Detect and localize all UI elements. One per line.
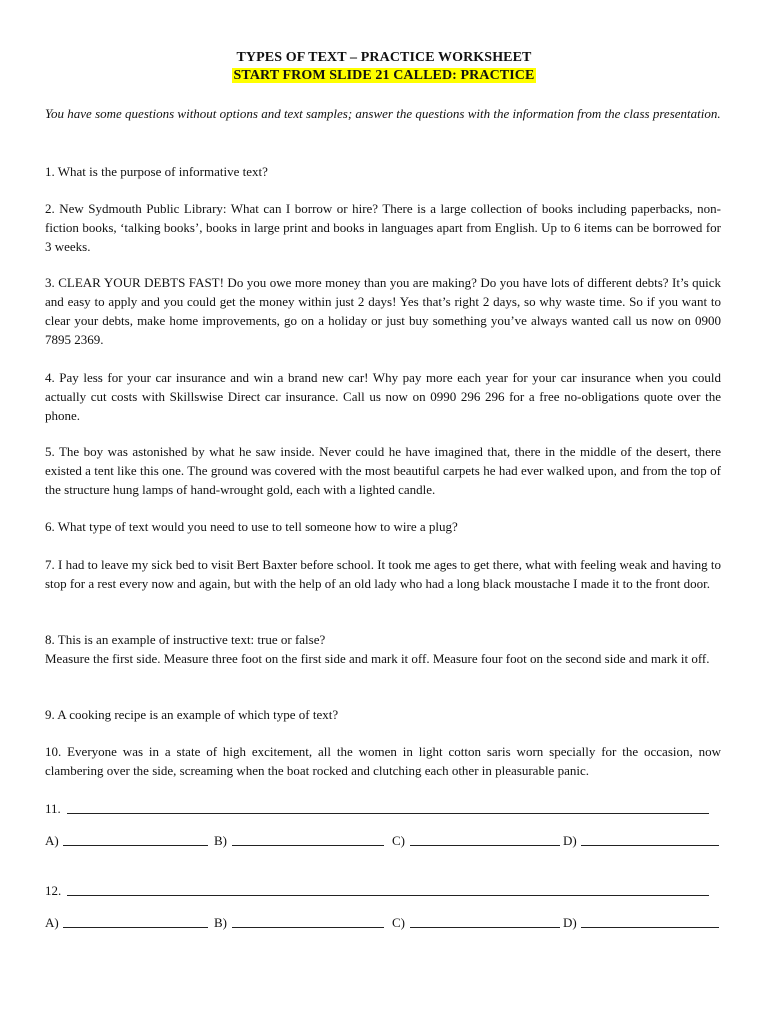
question-12-row	[45, 881, 721, 900]
question-8-sample: Measure the first side. Measure three foot on the first side and mark it off. Measure four foot on the second side and mark it off.	[45, 651, 710, 666]
question-2: 2. New Sydmouth Public Library: What can I borrow or hire? There is a large collection of books including paperbacks, non-fiction books, ‘talking books’, books in large print and books in languages apart from English. Up to 6 items can be borrowed for 3 weeks.	[45, 201, 721, 254]
question-6: 6. What type of text would you need to use to tell someone how to wire a plug?	[45, 519, 458, 534]
option-c-line[interactable]	[410, 845, 560, 846]
option-b-label: B)	[214, 915, 227, 930]
option-d-label: D)	[563, 915, 577, 930]
worksheet-subtitle: START FROM SLIDE 21 CALLED: PRACTICE	[233, 68, 535, 83]
question-8: 8. This is an example of instructive text: true or false?	[45, 632, 326, 647]
option-b-line[interactable]	[232, 845, 384, 846]
question-12-answer-line[interactable]	[67, 895, 709, 896]
option-d-label: D)	[563, 833, 577, 848]
option-c-line[interactable]	[410, 927, 560, 928]
worksheet-title: TYPES OF TEXT – PRACTICE WORKSHEET	[236, 50, 532, 65]
option-a-label: A)	[45, 833, 59, 848]
question-12-options	[45, 913, 721, 932]
question-4: 4. Pay less for your car insurance and win a brand new car! Why pay more each year for your car insurance when you could actually cut costs with Skillswise Direct car insurance. Call us now on 0990 296 296 for a free no-obligations quote over the phone.	[45, 370, 721, 423]
question-10: 10. Everyone was in a state of high excitement, all the women in light cotton saris worn specially for the occasion, now clambering over the side, screaming when the boat rocked and clutching each other in pleasurable panic.	[45, 744, 721, 778]
question-11-options	[45, 831, 721, 850]
option-d-line[interactable]	[581, 927, 719, 928]
question-9: 9. A cooking recipe is an example of which type of text?	[45, 707, 339, 722]
question-5: 5. The boy was astonished by what he saw inside. Never could he have imagined that, there in the middle of the desert, there existed a tent like this one. The ground was covered with the most beautiful carpets he had ever walked upon, and from the top of the structure hung lamps of hand-wrought gold, each with a lighted candle.	[45, 444, 721, 497]
question-7: 7. I had to leave my sick bed to visit Bert Baxter before school. It took me ages to get there, what with feeling weak and having to stop for a rest every now and again, but with the help of an old lady who had a long black moustache I made it to the front door.	[45, 557, 721, 591]
option-a-label: A)	[45, 915, 59, 930]
option-a-line[interactable]	[63, 845, 208, 846]
instructions-text: You have some questions without options and text samples; answer the questions with the information from the class presentation.	[45, 106, 721, 121]
question-11-row	[45, 799, 721, 818]
worksheet-subtitle-wrap	[0, 67, 768, 84]
option-c-label: C)	[392, 833, 405, 848]
question-3: 3. CLEAR YOUR DEBTS FAST! Do you owe more money than you are making? Do you have lots of different debts? It’s quick and easy to apply and you could get the money within just 2 days! Yes that’s right 2 days, so why waste time. So if you want to clear your debts, make home improvements, go on a holiday or just buy something you’ve always wanted call us now on 0900 7895 2369.	[45, 275, 721, 347]
option-a-line[interactable]	[63, 927, 208, 928]
question-11-number: 11.	[45, 801, 61, 816]
option-b-line[interactable]	[232, 927, 384, 928]
option-d-line[interactable]	[581, 845, 719, 846]
question-1: 1. What is the purpose of informative text?	[45, 164, 268, 179]
question-11-answer-line[interactable]	[67, 813, 709, 814]
question-12-number: 12.	[45, 883, 62, 898]
option-b-label: B)	[214, 833, 227, 848]
option-c-label: C)	[392, 915, 405, 930]
